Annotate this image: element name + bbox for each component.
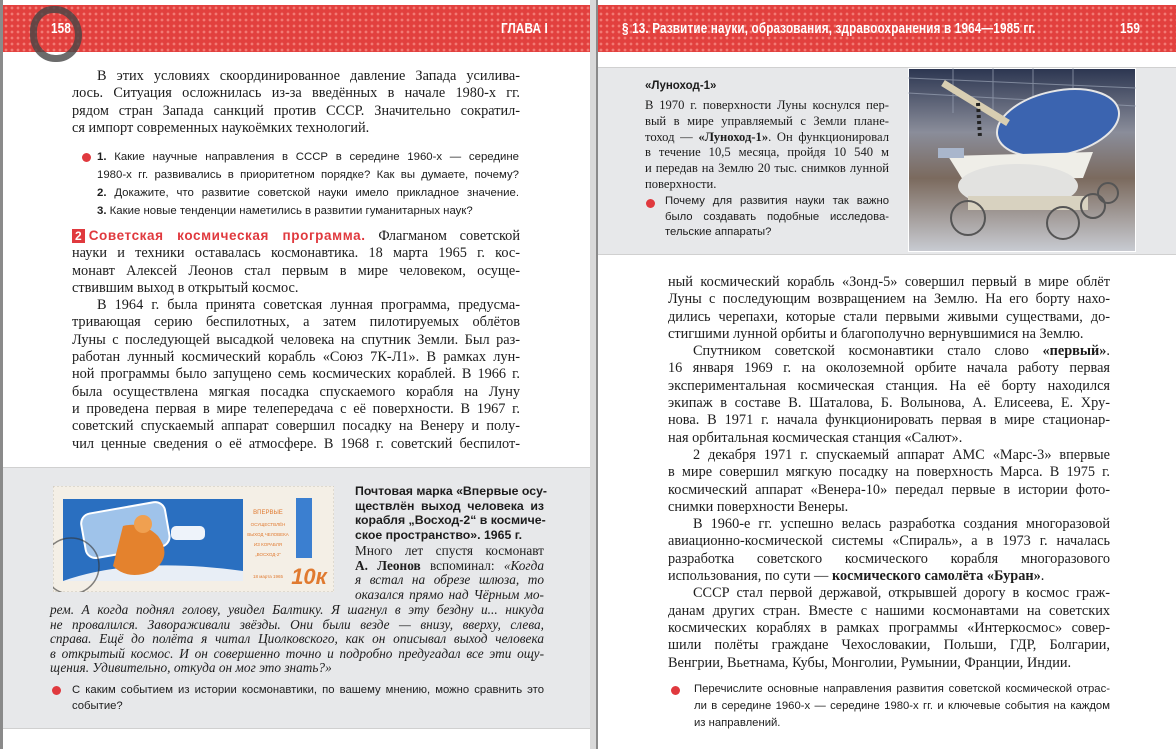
text-segment: Много лет спустя космонавт bbox=[355, 543, 544, 558]
text-segment: Луны с последующей высадкой человека на спутник Земли. Был раз- bbox=[72, 331, 520, 348]
leonov-quote bbox=[50, 603, 544, 676]
emphasis-text: 2. bbox=[97, 187, 107, 199]
text-segment: ствившим выход в открытый космос. bbox=[72, 279, 299, 296]
text-segment: экспериментальная космическая станция. На её борту находился bbox=[668, 377, 1110, 394]
text-line bbox=[668, 447, 1110, 464]
text-segment: 16 января 1969 г. на околоземной орбите начала работу первая bbox=[668, 360, 1110, 377]
text-line bbox=[668, 533, 1110, 550]
text-line bbox=[97, 202, 519, 220]
text-segment: в течение 10,5 месяца, пройдя 10 540 м bbox=[645, 145, 889, 160]
text-line bbox=[50, 647, 544, 662]
text-line bbox=[668, 309, 1110, 326]
text-segment: ское пространство». 1965 г. bbox=[355, 527, 523, 542]
text-line bbox=[668, 430, 1110, 447]
chapter-title: ГЛАВА I bbox=[501, 20, 548, 37]
text-segment: использования, по сути — bbox=[668, 568, 832, 585]
text-line bbox=[97, 148, 519, 166]
text-line bbox=[645, 145, 889, 161]
text-line bbox=[668, 551, 1110, 568]
text-line bbox=[668, 499, 1110, 516]
page-header bbox=[3, 5, 590, 52]
text-segment: тоход — bbox=[645, 129, 699, 144]
text-line bbox=[668, 326, 1110, 343]
text-segment: . bbox=[1040, 568, 1045, 585]
stamp-box bbox=[3, 467, 590, 729]
text-segment: стигшими лунной орбиты и благополучно вернувшимися на Землю. bbox=[668, 325, 1084, 342]
text-segment: экипаж в составе В. Шаталова, Б. Волынова, А. Елисеева, Е. Хру- bbox=[668, 395, 1110, 412]
emphasis-text: 1. bbox=[97, 151, 107, 163]
text-segment: Докажите, что развитие советской науки имело прикладное значение. bbox=[106, 187, 519, 199]
text-segment: Какие научные направления в СССР в середине 1960-х — середине bbox=[106, 151, 519, 163]
stamp-question bbox=[72, 682, 544, 714]
text-segment: и передав на Землю 20 тыс. снимков лунной bbox=[645, 161, 889, 176]
text-segment: ный космический корабль «Зонд-5» совершил первый в мире облёт bbox=[668, 274, 1110, 290]
text-line bbox=[50, 618, 544, 633]
running-title: § 13. Развитие науки, образования, здравоохранения в 1964—1985 гг. bbox=[622, 20, 1036, 37]
emphasis-text: я встал на обрезе шлюза, то bbox=[355, 572, 544, 588]
text-line bbox=[355, 513, 544, 528]
text-line bbox=[50, 661, 544, 676]
text-line bbox=[72, 103, 520, 120]
emphasis-text: оказался прямо над Чёрным мо- bbox=[355, 586, 544, 602]
text-segment: было создавать подобные исследова- bbox=[665, 210, 889, 223]
svg-text:ВПЕРВЫЕ: ВПЕРВЫЕ bbox=[253, 510, 283, 516]
section-heading: Советская космическая программа. bbox=[88, 228, 366, 243]
text-line bbox=[50, 603, 544, 618]
text-line bbox=[645, 177, 889, 193]
text-line bbox=[355, 528, 544, 543]
text-segment: Луны с последующим возвращением на Землю. На его борту нахо- bbox=[668, 291, 1110, 308]
text-segment: 2 декабря 1971 г. спускаемый аппарат АМС «Марс-3» впервые bbox=[693, 446, 1110, 463]
text-segment: вый в мире управляемый с Земли плане- bbox=[645, 113, 889, 128]
text-segment: В 1970 г. поверхности Луны коснулся пер- bbox=[645, 98, 889, 112]
text-line bbox=[668, 464, 1110, 481]
text-segment: ся импорт современных наукоёмких технологий. bbox=[72, 119, 370, 136]
text-segment: из направлений. bbox=[694, 717, 781, 729]
text-segment: ной программы было запущено семь космических кораблей. В 1966 г. bbox=[72, 366, 520, 383]
text-line bbox=[668, 360, 1110, 377]
text-segment: работан лунный космический корабль «Союз 7К-Л1». В рамках лун- bbox=[72, 349, 520, 366]
text-line bbox=[694, 715, 1110, 732]
text-segment: поверхности. bbox=[645, 176, 717, 191]
text-segment: ли в середине 1960-х — середине 1980-х гг. и ключевые события на каждом bbox=[694, 700, 1110, 712]
text-segment: разработка советского космического корабля многоразового bbox=[668, 550, 1110, 567]
text-line bbox=[72, 401, 520, 418]
text-segment: . Он функционировал bbox=[768, 129, 889, 144]
svg-text:ИЗ КОРАБЛЯ: ИЗ КОРАБЛЯ bbox=[253, 542, 283, 547]
text-line bbox=[97, 184, 519, 202]
text-line bbox=[668, 568, 1110, 585]
text-segment: монавт Алексей Леонов стал первым в мире человеком, осуще- bbox=[72, 262, 520, 279]
highlight-circle-annotation bbox=[30, 6, 82, 62]
text-segment: и проведена первая в мире телепередача с её поверхности. В 1967 г. bbox=[72, 400, 520, 417]
text-line bbox=[72, 698, 544, 714]
text-segment: С каким событием из истории космонавтики, по вашему мнению, можно сравнить это bbox=[72, 684, 544, 696]
text-segment: чил ценные сведения о её атмосфере. В 1968 г. советский беспилот- bbox=[72, 435, 520, 452]
text-segment: Какие новые тенденции наметились в развитии гуманитарных наук? bbox=[106, 205, 473, 217]
text-line bbox=[694, 698, 1110, 715]
text-segment: событие? bbox=[72, 700, 123, 712]
text-line bbox=[645, 161, 889, 177]
text-line bbox=[72, 280, 520, 297]
page-number: 159 bbox=[1120, 20, 1140, 37]
text-line bbox=[355, 573, 544, 588]
question-bullet-icon bbox=[646, 199, 655, 208]
emphasis-text: рем. А когда поднял голову, увидел Балтику. Я шагнул в эту бездну и... никуда bbox=[50, 602, 544, 617]
text-line bbox=[668, 620, 1110, 637]
text-line bbox=[72, 332, 520, 349]
text-segment: . bbox=[1106, 343, 1110, 360]
text-segment: была осуществлена мягкая посадка спускаемого корабля на Луну bbox=[72, 383, 520, 400]
text-segment: рядом стран Запада санкций против СССР. Значительно сократил- bbox=[72, 102, 520, 119]
text-line bbox=[72, 418, 520, 435]
text-segment: ная орбитальная космическая станция «Салют». bbox=[668, 429, 963, 446]
text-line bbox=[72, 349, 520, 366]
section-space-program bbox=[72, 227, 520, 453]
emphasis-text: «Когда bbox=[503, 557, 544, 573]
text-line bbox=[72, 384, 520, 401]
text-line bbox=[50, 632, 544, 647]
text-line bbox=[355, 499, 544, 514]
text-line bbox=[355, 559, 544, 574]
emphasis-text: щения. Удивительно, откуда он мог это знать?» bbox=[50, 660, 332, 676]
text-segment: лось. Ситуация осложнилась из-за введённых в начале 1980-х гг. bbox=[72, 85, 520, 102]
main-body-text bbox=[668, 274, 1110, 672]
postage-stamp-image bbox=[53, 486, 334, 592]
text-line bbox=[645, 98, 889, 114]
text-line bbox=[72, 682, 544, 698]
text-line bbox=[355, 544, 544, 559]
text-segment: космических кораблях в рамках программы «Интеркосмос» совер- bbox=[668, 619, 1110, 636]
emphasis-text: космического самолёта «Буран» bbox=[831, 568, 1041, 585]
question-bullet-icon bbox=[82, 153, 91, 162]
text-line bbox=[668, 637, 1110, 654]
text-line bbox=[645, 114, 889, 130]
chapter-question bbox=[694, 681, 1110, 732]
svg-text:10к: 10к bbox=[291, 564, 327, 589]
text-segment: космический аппарат «Венера-10» передал первые в истории фото- bbox=[668, 481, 1110, 498]
text-segment: советский спускаемый аппарат совершил посадку на Венеру и полу- bbox=[72, 418, 520, 435]
text-segment: шили полёты граждане Чехословакии, Польши, ГДР, Болгарии, bbox=[668, 637, 1110, 654]
text-line bbox=[668, 585, 1110, 602]
intro-paragraph bbox=[72, 68, 520, 137]
text-segment: корабля „Восход-2“ в космиче- bbox=[355, 513, 546, 527]
svg-text:„ВОСХОД-2“: „ВОСХОД-2“ bbox=[255, 552, 281, 557]
text-segment: Венгрии, Вьетнама, Кубы, Монголии, Румынии, Франции, Индии. bbox=[668, 654, 1072, 671]
text-line bbox=[668, 291, 1110, 308]
text-segment: Перечислите основные направления развития советской космической отрас- bbox=[694, 683, 1110, 695]
text-line bbox=[668, 274, 1110, 291]
leonov-quote-intro bbox=[355, 544, 544, 602]
text-line bbox=[72, 120, 520, 137]
lunokhod-text bbox=[645, 98, 889, 193]
text-segment: В этих условиях скоординированное давление Запада усилива- bbox=[97, 68, 520, 84]
section-number-badge: 2 bbox=[72, 229, 85, 243]
text-segment: В 1964 г. была принята советская лунная программа, предусма- bbox=[97, 297, 520, 314]
emphasis-text: «Луноход-1» bbox=[698, 129, 769, 144]
lunokhod-question bbox=[665, 194, 889, 241]
text-segment: дились черепахи, которые стали первыми живыми существами, до- bbox=[668, 308, 1110, 325]
text-line bbox=[668, 378, 1110, 395]
text-line bbox=[668, 412, 1110, 429]
text-line bbox=[668, 603, 1110, 620]
text-line bbox=[665, 210, 889, 226]
question-bullet-icon bbox=[671, 686, 680, 695]
text-segment: Почтовая марка «Впервые осу- bbox=[355, 484, 548, 498]
text-line bbox=[668, 516, 1110, 533]
text-line bbox=[72, 366, 520, 383]
text-line bbox=[72, 227, 520, 245]
review-questions bbox=[97, 148, 519, 220]
text-segment: тривающая серию беспилотных, а затем пилотируемых облётов bbox=[72, 314, 520, 331]
text-line bbox=[665, 194, 889, 210]
text-line bbox=[355, 484, 548, 499]
text-segment: Флагманом советской bbox=[365, 228, 520, 244]
text-line bbox=[645, 130, 889, 146]
text-segment: данам других стран. Вместе с нашими космонавтами на советских bbox=[668, 602, 1110, 619]
lunokhod-photo bbox=[908, 68, 1136, 252]
text-line bbox=[668, 395, 1110, 412]
emphasis-text: А. Леонов bbox=[355, 557, 421, 573]
text-line bbox=[72, 314, 520, 331]
text-segment: тельские аппараты? bbox=[665, 226, 772, 238]
text-line bbox=[72, 85, 520, 102]
text-line bbox=[355, 588, 544, 603]
text-segment: нова. В 1971 г. начала функционировать первая в мире стационар- bbox=[668, 412, 1110, 429]
text-line bbox=[97, 166, 519, 184]
emphasis-text: в открытый космос. И он совершенно точно и подробно предугадал все эти ощу- bbox=[50, 645, 544, 661]
page-number: 158 bbox=[51, 20, 71, 37]
text-line bbox=[668, 655, 1110, 672]
text-segment: 1980-х гг. развивались в приоритетном порядке? Как вы думаете, почему? bbox=[97, 169, 519, 181]
stamp-caption bbox=[355, 484, 548, 542]
text-segment: авиационно-космической системы «Спираль», а в 1973 г. началась bbox=[668, 533, 1110, 550]
text-line bbox=[694, 681, 1110, 698]
text-line bbox=[72, 297, 520, 314]
svg-text:ВЫХОД ЧЕЛОВЕКА: ВЫХОД ЧЕЛОВЕКА bbox=[247, 532, 289, 537]
page-header bbox=[598, 5, 1176, 52]
text-line bbox=[72, 68, 520, 85]
text-segment: ществлён выход человека из bbox=[355, 498, 544, 513]
svg-text:18 марта 1965: 18 марта 1965 bbox=[252, 574, 284, 579]
lunokhod-title: «Луноход-1» bbox=[645, 80, 717, 92]
text-line bbox=[668, 343, 1110, 360]
emphasis-text: справа. Ещё до полёта я читал Циолковского, как он описывал выход человека bbox=[50, 631, 544, 647]
emphasis-text: не провалился. Завораживали звёзды. Они были везде — внизу, вверху, слева, bbox=[50, 616, 544, 632]
text-line bbox=[72, 436, 520, 453]
text-line bbox=[668, 482, 1110, 499]
text-segment: науки и техники оставалась космонавтика. 18 марта 1965 г. кос- bbox=[72, 245, 520, 262]
text-line bbox=[665, 225, 889, 241]
text-line bbox=[72, 263, 520, 280]
text-segment: В 1960-е гг. успешно велась разработка создания многоразовой bbox=[693, 516, 1110, 533]
text-segment: СССР стал первой державой, открывшей дорогу в космос граж- bbox=[693, 585, 1110, 602]
text-segment: Почему для развития науки так важно bbox=[665, 195, 889, 207]
text-segment: в мире совершил мягкую посадку на поверхность Марса. В 1975 г. bbox=[668, 464, 1110, 481]
text-segment: снимки поверхности Венеры. bbox=[668, 498, 849, 515]
text-segment: вспоминал: bbox=[420, 557, 504, 573]
emphasis-text: «первый» bbox=[1042, 343, 1107, 360]
right-page bbox=[596, 0, 1176, 749]
text-line bbox=[72, 245, 520, 262]
svg-text:ОСУЩЕСТВЛЁН: ОСУЩЕСТВЛЁН bbox=[250, 522, 286, 527]
question-bullet-icon bbox=[52, 686, 61, 695]
text-segment: Спутником советской космонавтики стало слово bbox=[693, 343, 1043, 360]
emphasis-text: 3. bbox=[97, 205, 107, 217]
lunokhod-box bbox=[598, 67, 1176, 255]
